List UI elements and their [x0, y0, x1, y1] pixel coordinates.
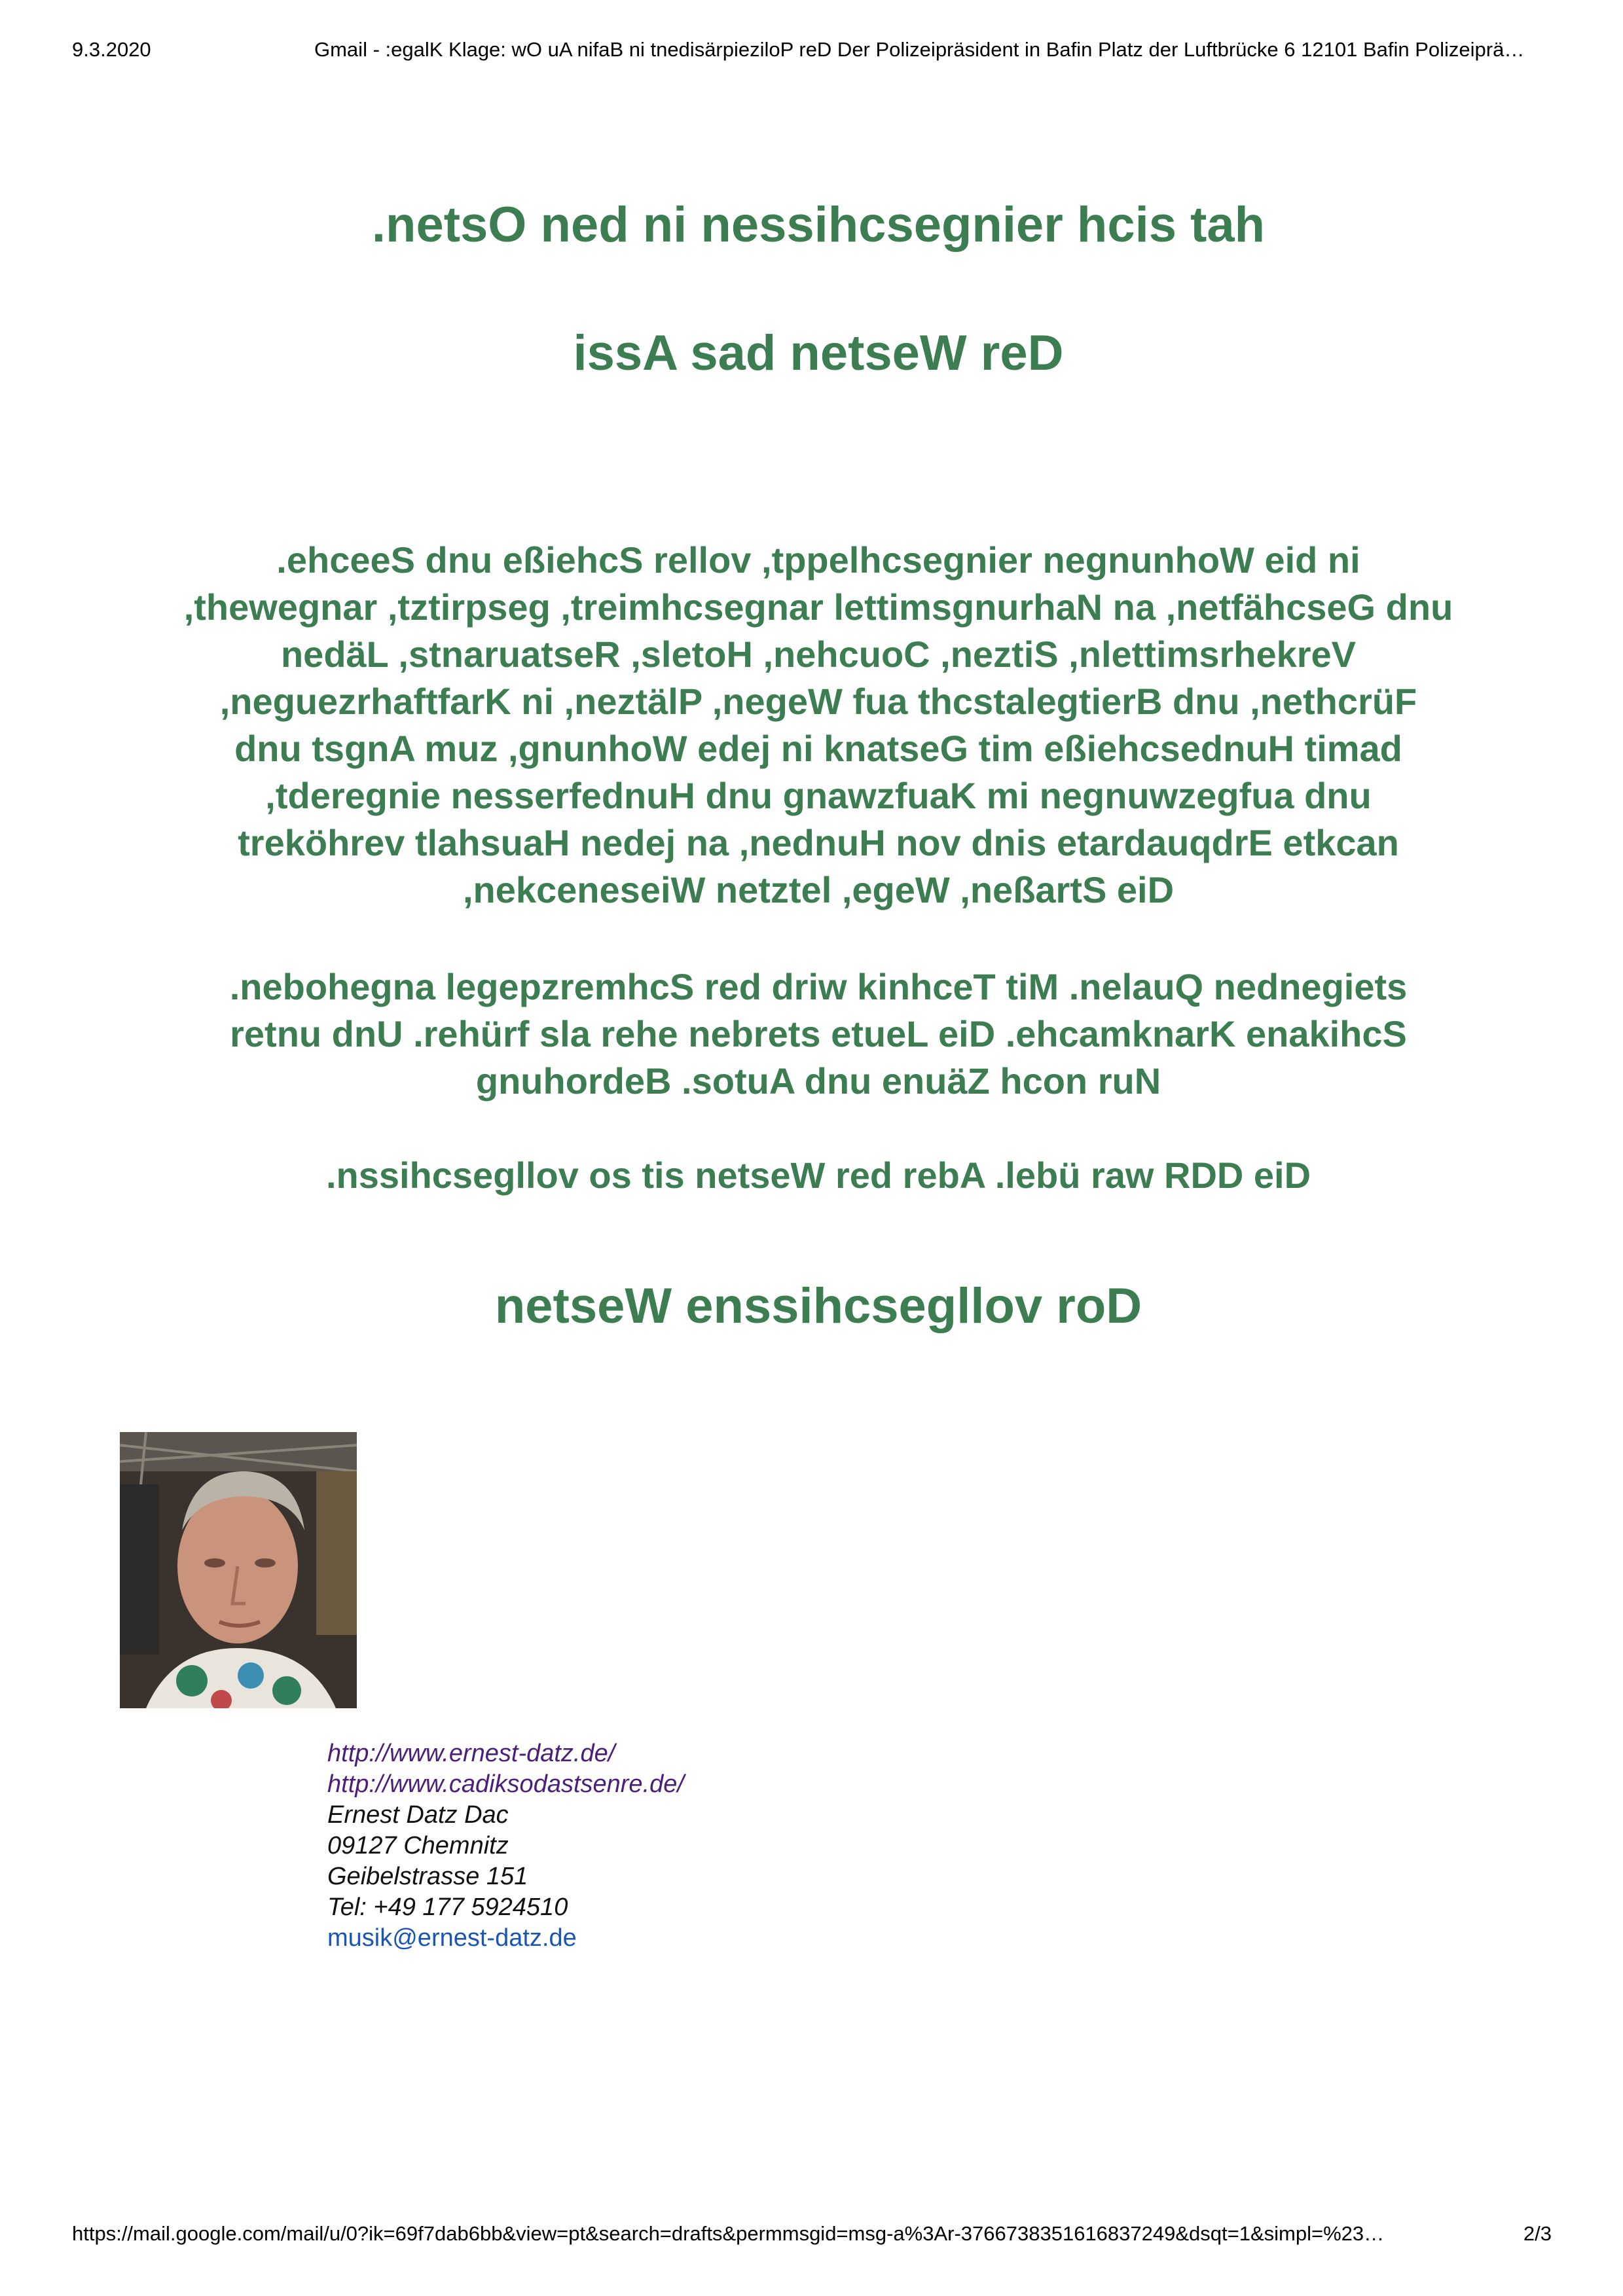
body-heading-1: .netsO ned ni nessihcsegnier hcis tah [371, 197, 1266, 253]
footer-url: https://mail.google.com/mail/u/0?ik=69f7dab6bb&view=pt&search=drafts&permmsgid=msg-a%3Ar-3766738351616837249&dsqt=1&simpl=%23… [72, 2222, 1385, 2245]
print-footer [72, 2222, 1552, 2246]
paragraph-line: retnu dnU .rehürf sla rehe nebrets etueL eiD .ehcamknarK enakihcS [230, 1013, 1407, 1054]
paragraph-line: ,nekceneseiW netztel ,egeW ,neßartS eiD [462, 869, 1175, 910]
email-signature [327, 1738, 684, 1954]
paragraph-line: ,thewegnar ,tztirpseg ,treimhcsegnar lettimsgnurhaN na ,netfähcseG dnu [183, 586, 1453, 628]
signature-email-link[interactable]: musik@ernest-datz.de [327, 1924, 577, 1952]
signature-phone: Tel: +49 177 5924510 [327, 1893, 568, 1921]
signature-street: Geibelstrasse 151 [327, 1863, 528, 1890]
paragraph-line: .nebohegna legepzremhcS red driw kinhceT tiM .nelauQ nednegiets [229, 966, 1408, 1007]
signature-city: 09127 Chemnitz [327, 1832, 509, 1859]
body-paragraph-3: .nssihcsegllov os tis netseW red rebA .lebü raw RDD eiD [325, 1155, 1311, 1196]
signature-link-website-2[interactable]: http://www.cadiksodastsenre.de/ [327, 1770, 684, 1798]
page-number: 2/3 [1523, 2222, 1552, 2245]
paragraph-line: treköhrev tlahsuaH nedej na ,nednuH nov dnis etardauqdrE etkcan [238, 822, 1399, 863]
body-paragraph-2 [98, 963, 1539, 1105]
signature-link-website[interactable]: http://www.ernest-datz.de/ [327, 1740, 615, 1767]
author-photo [120, 1432, 357, 1708]
paragraph-line: gnuhordeB .sotuA dnu enuäZ hcon ruN [475, 1060, 1161, 1102]
body-heading-3: netseW enssihcsegllov roD [494, 1278, 1142, 1334]
body-heading-2: issA sad netseW reD [573, 325, 1064, 381]
paragraph-line: dnu tsgnA muz ,gnunhoW edej ni knatseG tim eßiehcsednuH timad [234, 728, 1402, 769]
print-header [72, 38, 1552, 62]
email-subject: Gmail - :egalK Klage: wO uA nifaB ni tnedisärpieziloP reD Der Polizeipräsident in Bafin Platz der Luftbrücke 6 12101 Bafin Polizeiprä… [314, 38, 1525, 61]
print-date: 9.3.2020 [72, 38, 151, 61]
paragraph-line: .ehceeS dnu eßiehcS rellov ,tppelhcsegnier negnunhoW eid ni [276, 539, 1360, 581]
paragraph-line: nedäL ,stnaruatseR ,sletoH ,nehcuoC ,neztiS ,nlettimsrhekreV [280, 634, 1357, 675]
paragraph-line: ,tderegnie nesserfednuH dnu gnawzfuaK mi negnuwzegfua dnu [265, 775, 1372, 816]
paragraph-line: ,neguezrhaftfarK ni ,neztälP ,negeW fua thcstalegtierB dnu ,nethcrüF [219, 681, 1417, 722]
body-paragraph-1 [98, 537, 1539, 914]
signature-name: Ernest Datz Dac [327, 1801, 509, 1829]
